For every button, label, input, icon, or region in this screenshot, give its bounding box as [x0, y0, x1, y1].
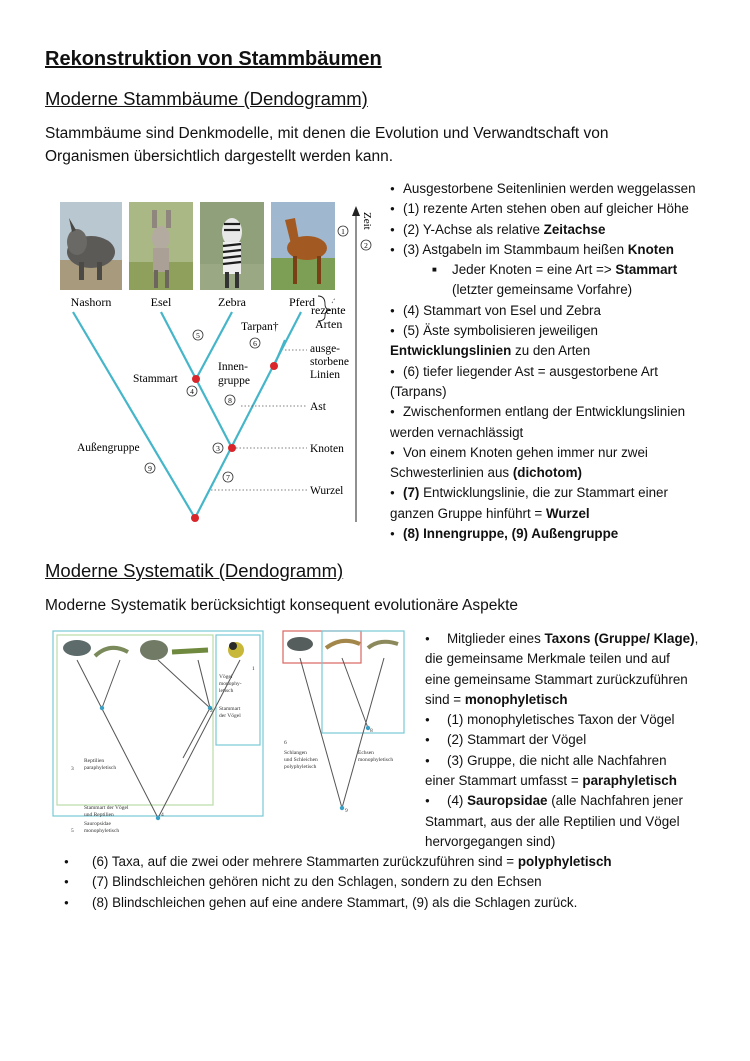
list-item: ● (7) Entwicklungslinie, die zur Stammart einer: [390, 483, 720, 503]
list-item: ● Von einem Knoten gehen immer nur zwei: [390, 443, 720, 463]
label-linien: Linien: [310, 369, 341, 381]
svg-text:4: 4: [161, 812, 164, 818]
box-echsen: [322, 631, 404, 733]
svg-text:Vögel: Vögel: [219, 674, 233, 680]
list-item: ● (3) Gruppe, die nicht alle Nachfahren: [425, 751, 725, 771]
page-title: Rekonstruktion von Stammbäumen: [45, 48, 382, 70]
svg-text:Stammart: Stammart: [219, 706, 241, 712]
section1-bullet-list: [390, 179, 720, 544]
animal-photo-donkey: [129, 202, 193, 290]
label-ast: Ast: [310, 401, 326, 413]
squamata-cladogram-figure: [280, 628, 410, 836]
label-nashorn: Nashorn: [70, 295, 112, 309]
label-gruppe: gruppe: [218, 375, 250, 387]
svg-text:3: 3: [71, 766, 74, 772]
svg-text:5: 5: [71, 828, 74, 834]
list-item: ganzen Gruppe hinführt = Wurzel: [390, 505, 590, 521]
svg-text:paraphyletisch: paraphyletisch: [84, 765, 117, 771]
crocodile-icon: [172, 650, 208, 652]
list-item: ● (3) Astgabeln im Stammbaum heißen Knoten: [390, 240, 720, 260]
num-1: 1: [341, 227, 345, 236]
list-item: ● (2) Stammart der Vögel: [425, 730, 725, 750]
svg-text:Echsen: Echsen: [358, 750, 374, 756]
svg-text:polyphyletisch: polyphyletisch: [284, 764, 317, 770]
list-item: ● Ausgestorbene Seitenlinien werden weggelassen: [390, 179, 720, 199]
time-axis-label: Zeit: [361, 212, 373, 230]
list-item: eine gemeinsame Stammart zurückzuführen: [425, 671, 688, 687]
svg-text:Schlangen: Schlangen: [284, 750, 307, 756]
section2-intro: Moderne Systematik berücksichtigt konsequent evolutionäre Aspekte: [45, 597, 519, 614]
tree-branches: [73, 312, 301, 518]
list-item: werden vernachlässigt: [390, 424, 524, 440]
svg-text:monophyletisch: monophyletisch: [358, 757, 394, 763]
lizard-icon: [368, 642, 398, 648]
list-item: Schwesterlinien aus (dichotom): [390, 465, 582, 481]
num-6: 6: [253, 339, 257, 348]
list-item: einer Stammart umfasst = paraphyletisch: [425, 773, 677, 789]
svg-text:Sauropsidae: Sauropsidae: [84, 821, 111, 827]
list-item: ● Zwischenformen entlang der Entwicklungslinien: [390, 402, 720, 422]
section2-bottom-list: [62, 852, 722, 913]
svg-text:der Vögel: der Vögel: [219, 713, 241, 719]
label-ausge: ausge-: [310, 343, 341, 355]
list-item: ● (8) Innengruppe, (9) Außengruppe: [390, 524, 720, 544]
list-item: ● (4) Stammart von Esel und Zebra: [390, 301, 720, 321]
svg-text:6: 6: [284, 740, 287, 746]
label-pferd: Pferd: [289, 295, 315, 309]
svg-text:9: 9: [345, 808, 348, 814]
svg-text:8: 8: [370, 728, 373, 734]
label-knoten: Knoten: [310, 443, 344, 455]
svg-text:monophyletisch: monophyletisch: [84, 828, 120, 834]
node-stammart: [192, 375, 200, 383]
label-esel: Esel: [150, 295, 172, 309]
intro-line: Organismen übersichtlich dargestellt werden kann.: [45, 148, 394, 165]
label-tarpan: Tarpan†: [241, 321, 279, 333]
svg-text:Stammart der Vögel: Stammart der Vögel: [84, 805, 129, 811]
slowworm-icon: [326, 641, 360, 648]
num-7: 7: [226, 473, 230, 482]
list-item: ● Mitglieder eines Taxons (Gruppe/ Klage),: [425, 629, 725, 649]
num-2: 2: [364, 241, 368, 250]
list-item: Stammart, aus der alle Reptilien und Vögel: [425, 813, 680, 829]
list-item: ■ Jeder Knoten = eine Art => Stammart: [390, 260, 720, 280]
animal-photo-rhino: [60, 202, 122, 290]
section2-heading: Moderne Systematik (Dendogramm): [45, 560, 344, 581]
num-8: 8: [228, 396, 232, 405]
section1-heading: Moderne Stammbäume (Dendogramm): [45, 88, 368, 109]
label-innen: Innen-: [218, 361, 249, 373]
snake-icon: [287, 637, 313, 651]
svg-text:letisch: letisch: [219, 688, 234, 694]
time-axis-arrow: [352, 206, 360, 216]
phylogenetic-tree-figure: [45, 180, 385, 525]
section2-bullet-list: [425, 629, 725, 852]
intro-line: Stammbäume sind Denkmodelle, mit denen die Evolution und Verwandtschaft von: [45, 125, 609, 142]
list-item: ● (2) Y-Achse als relative Zeitachse: [390, 220, 720, 240]
list-item: sind = monophyletisch: [425, 691, 568, 707]
label-stammart: Stammart: [133, 373, 178, 385]
list-item: ● (6) Taxa, auf die zwei oder mehrere Stammarten zurückzuführen sind = polyphyletisch: [62, 852, 722, 872]
animal-photo-horse: [271, 202, 335, 290]
list-item: (letzter gemeinsame Vorfahre): [452, 282, 633, 298]
label-aussengruppe: Außengruppe: [77, 442, 140, 454]
svg-text:und Schleichen: und Schleichen: [284, 757, 318, 763]
num-5: 5: [196, 331, 200, 340]
list-item: Entwicklungslinien zu den Arten: [390, 343, 591, 359]
section1-intro: [45, 122, 705, 168]
label-arten: Arten: [315, 317, 343, 331]
num-3: 3: [216, 444, 220, 453]
lizard-icon: [95, 648, 128, 656]
list-item: ● (6) tiefer liegender Ast = ausgestorbene Art: [390, 362, 720, 382]
cladogram-labels: [284, 728, 393, 814]
list-item: ● (8) Blindschleichen gehen auf eine andere Stammart, (9) als die Schlagen zurück.: [62, 893, 722, 913]
node-root: [191, 514, 199, 522]
svg-text:monophy-: monophy-: [219, 681, 242, 687]
list-item: ● (5) Äste symbolisieren jeweiligen: [390, 321, 720, 341]
turtle-icon: [140, 640, 168, 660]
list-item: ● (1) monophyletisches Taxon der Vögel: [425, 710, 725, 730]
svg-text:Reptilien: Reptilien: [84, 758, 105, 764]
svg-text:1: 1: [252, 666, 255, 672]
list-item: hervorgegangen sind): [425, 833, 556, 849]
node-tarpan: [270, 362, 278, 370]
list-item: ● (4) Sauropsidae (alle Nachfahren jener: [425, 791, 725, 811]
node-knoten: [228, 444, 236, 452]
label-wurzel: Wurzel: [310, 485, 344, 497]
svg-text:2: 2: [210, 708, 213, 714]
box-reptilien: [57, 635, 213, 805]
num-4: 4: [190, 387, 194, 396]
list-item: (Tarpans): [390, 383, 447, 399]
animal-photo-zebra: [200, 202, 264, 290]
label-storbene: storbene: [310, 356, 349, 368]
list-item: ● (1) rezente Arten stehen oben auf gleicher Höhe: [390, 199, 720, 219]
label-zebra: Zebra: [218, 295, 246, 309]
list-item: ● (7) Blindschleichen gehören nicht zu den Schlagen, sondern zu den Echsen: [62, 872, 722, 892]
num-9: 9: [148, 464, 152, 473]
sauropsida-cladogram-figure: [50, 628, 266, 840]
list-item: die gemeinsame Merkmale teilen und auf: [425, 651, 670, 667]
svg-text:und Reptilien: und Reptilien: [84, 812, 114, 818]
snake-icon: [63, 640, 91, 656]
label-rezente: rezente: [311, 303, 346, 317]
